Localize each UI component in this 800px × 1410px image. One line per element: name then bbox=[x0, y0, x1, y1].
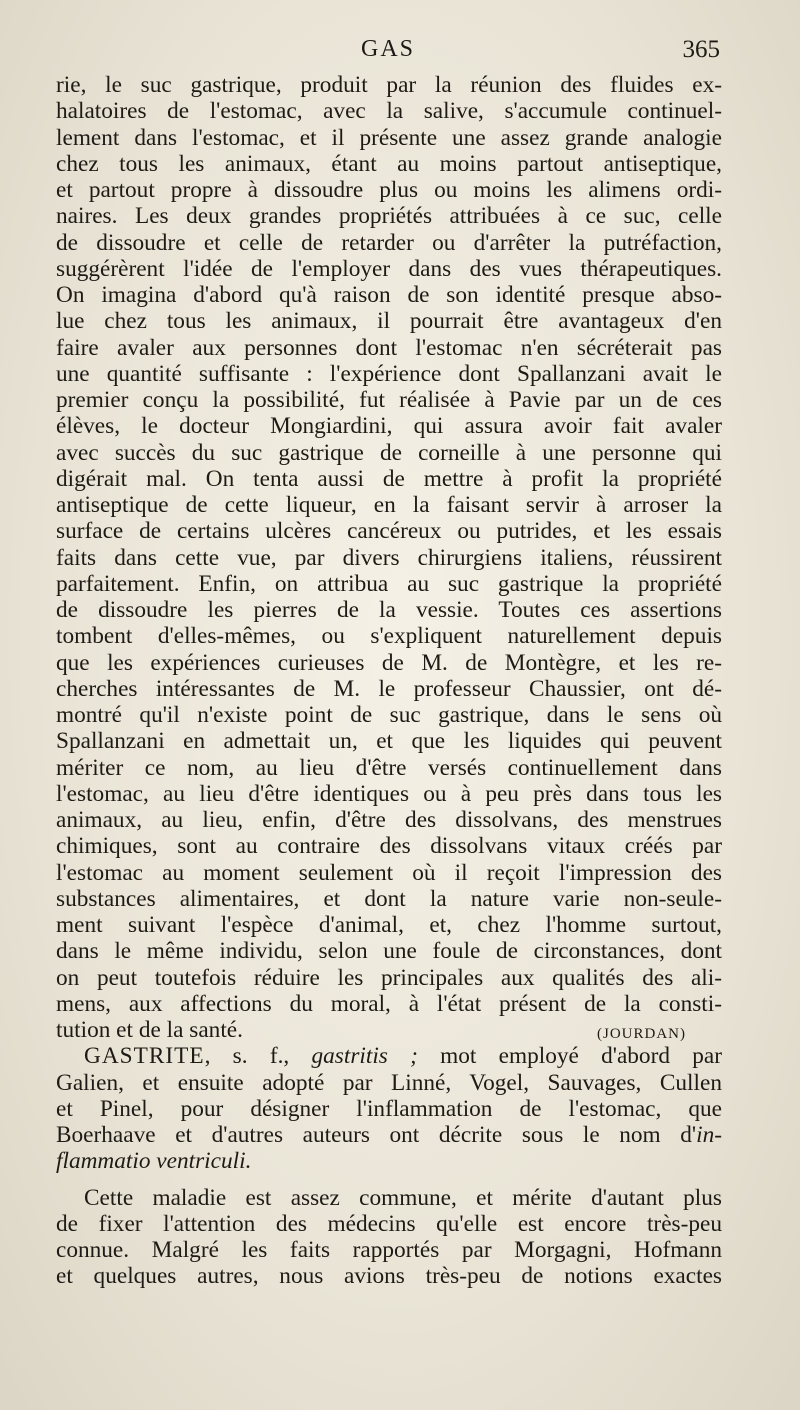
text-line: cherches intéressantes de M. le professeur Chaussier, ont dé- bbox=[56, 675, 722, 702]
text-line: que les expériences curieuses de M. de Montègre, et les re- bbox=[56, 649, 722, 676]
text-line: substances alimentaires, et dont la nature varie non-seule- bbox=[56, 885, 722, 912]
text-line: dans le même individu, selon une foule de circonstances, dont bbox=[56, 938, 722, 965]
text-line: de dissoudre les pierres de la vessie. Toutes ces assertions bbox=[56, 597, 722, 623]
text-line: naires. Les deux grandes propriétés attribuées à ce suc, celle bbox=[56, 203, 722, 230]
text-line: parfaitement. Enfin, on attribua au suc gastrique la propriété bbox=[56, 570, 722, 597]
article-gastrite bbox=[56, 1043, 722, 1174]
text-line: lue chez tous les animaux, il pourrait être avantageux d'en bbox=[56, 308, 722, 335]
text-line: mériter ce nom, au lieu d'être versés continuellement dans bbox=[56, 754, 722, 781]
text-line: ment suivant l'espèce d'animal, et, chez l'homme surtout, bbox=[56, 912, 722, 938]
text-fragment: mot employé d'abord par bbox=[417, 1043, 722, 1070]
text-line: halatoires de l'estomac, avec la salive, s'accumule continuel- bbox=[56, 98, 722, 125]
text-line: Cette maladie est assez commune, et mérite d'autant plus bbox=[84, 1184, 722, 1211]
text-line: de dissoudre et celle de retarder ou d'arrêter la putréfaction, bbox=[56, 229, 722, 256]
text-line: élèves, le docteur Mongiardini, qui assura avoir fait avaler bbox=[56, 413, 722, 440]
text-line: l'estomac, au lieu d'être identiques ou à peu près dans tous les bbox=[56, 780, 722, 807]
latin-term: gastritis ; bbox=[311, 1043, 418, 1070]
text-line: on peut toutefois réduire les principales aux qualités des ali- bbox=[56, 964, 722, 991]
paragraph-maladie bbox=[56, 1185, 722, 1290]
running-head: GAS bbox=[360, 36, 415, 62]
text-line: suggérèrent l'idée de l'employer dans des vues thérapeutiques. bbox=[56, 255, 722, 282]
text-line: faits dans cette vue, par divers chirurgiens italiens, réussirent bbox=[56, 544, 722, 571]
page-number: 365 bbox=[682, 36, 720, 63]
text-line: faire avaler aux personnes dont l'estomac n'en sécréterait pas bbox=[56, 334, 722, 361]
paragraph-suc-gastrique bbox=[56, 72, 722, 1043]
text-line: de fixer l'attention des médecins qu'elle est encore très-peu bbox=[56, 1210, 722, 1237]
text-line: animaux, au lieu, enfin, d'être des dissolvans, des menstrues bbox=[56, 807, 722, 833]
text-line: et partout propre à dissoudre plus ou moins les alimens ordi- bbox=[56, 177, 722, 203]
text-line: chimiques, sont au contraire des dissolvans vitaux créés par bbox=[56, 833, 722, 860]
latin-term: flammatio ventriculi. bbox=[56, 1148, 252, 1175]
latin-term: in- bbox=[696, 1122, 722, 1148]
text-line: chez tous les animaux, étant au moins partout antiseptique, bbox=[56, 150, 722, 177]
text-line: et Pinel, pour désigner l'inflammation de l'estomac, que bbox=[56, 1095, 722, 1122]
text-line: antiseptique de cette liqueur, en la faisant servir à arroser la bbox=[56, 492, 722, 518]
text-line: On imagina d'abord qu'à raison de son identité presque abso- bbox=[56, 282, 722, 308]
text-fragment: Boerhaave et d'autres auteurs ont décrite sous le nom d' bbox=[56, 1122, 697, 1148]
text-line: digérait mal. On tenta aussi de mettre à profit la propriété bbox=[56, 465, 722, 492]
headword: GASTRITE bbox=[84, 1043, 205, 1070]
text-line-final: tution et de la santé. bbox=[56, 1017, 243, 1043]
text-line: avec succès du suc gastrique de corneille à une personne qui bbox=[56, 439, 722, 466]
author-signature: (JOURDAN) bbox=[597, 1026, 686, 1042]
text-line: une quantité suffisante : l'expérience dont Spallanzani avait le bbox=[56, 360, 722, 387]
article-line-with-italic bbox=[56, 1122, 722, 1148]
paragraph-gap bbox=[56, 1175, 722, 1185]
grammar-label: , s. f., bbox=[204, 1043, 312, 1070]
text-line: premier conçu la possibilité, fut réalisée à Pavie par un de ces bbox=[56, 387, 722, 413]
text-line: connue. Malgré les faits rapportés par Morgagni, Hofmann bbox=[56, 1237, 722, 1263]
text-line-with-signature bbox=[56, 1017, 722, 1043]
text-line: montré qu'il n'existe point de suc gastrique, dans le sens où bbox=[56, 702, 722, 728]
article-first-line bbox=[56, 1043, 722, 1069]
text-line: Spallanzani en admettait un, et que les liquides qui peuvent bbox=[56, 728, 722, 755]
text-line: l'estomac au moment seulement où il reçoit l'impression des bbox=[56, 859, 722, 886]
article-last-line bbox=[56, 1148, 722, 1174]
text-line: mens, aux affections du moral, à l'état présent de la consti- bbox=[56, 990, 722, 1017]
page-header bbox=[56, 36, 720, 70]
text-line: tombent d'elles-mêmes, ou s'expliquent naturellement depuis bbox=[56, 623, 722, 650]
text-line: rie, le suc gastrique, produit par la réunion des fluides ex- bbox=[56, 72, 722, 98]
text-line: surface de certains ulcères cancéreux ou putrides, et les essais bbox=[56, 518, 722, 545]
text-line: et quelques autres, nous avions très-peu de notions exactes bbox=[56, 1263, 722, 1290]
text-line: Galien, et ensuite adopté par Linné, Vogel, Sauvages, Cullen bbox=[56, 1069, 722, 1096]
body-text bbox=[56, 72, 722, 1290]
text-line: lement dans l'estomac, et il présente une assez grande analogie bbox=[56, 124, 722, 151]
